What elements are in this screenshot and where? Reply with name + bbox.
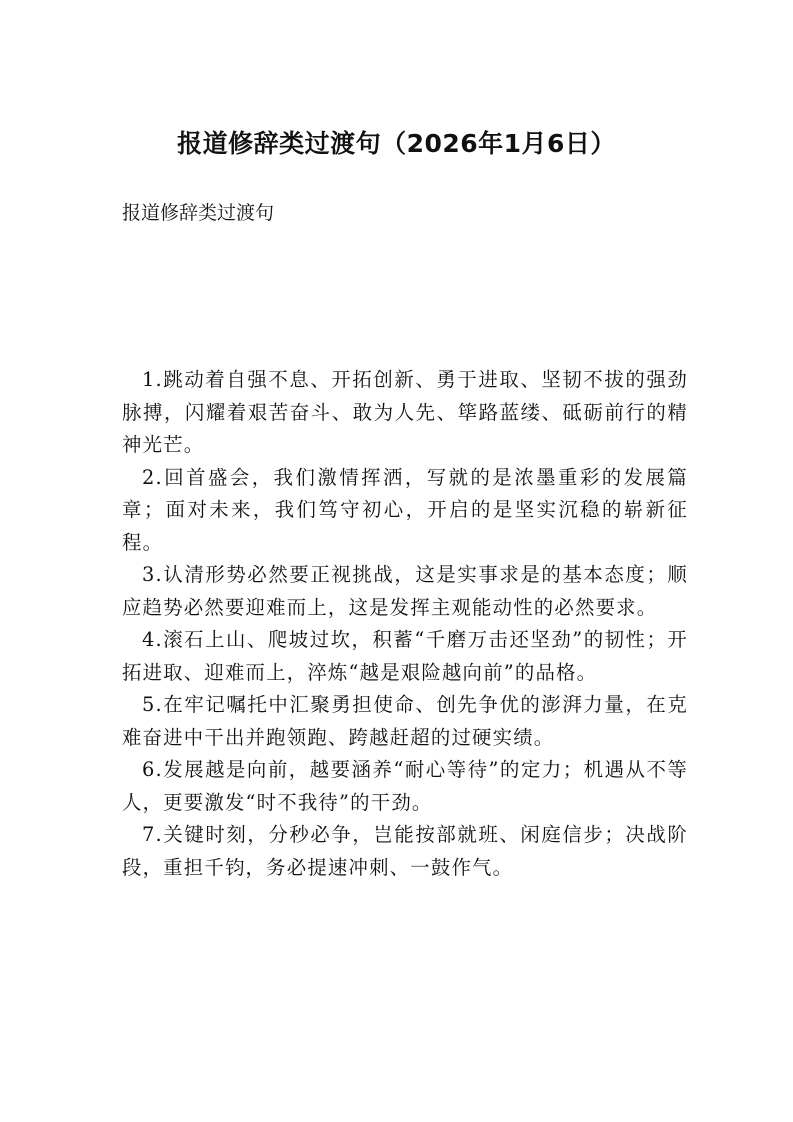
- paragraph-3: 3.认清形势必然要正视挑战，这是实事求是的基本态度；顺应趋势必然要迎难而上，这是发挥主观能动性的必然要求。: [122, 563, 688, 619]
- paragraph-2: 2.回首盛会，我们激情挥洒，写就的是浓墨重彩的发展篇章；面对未来，我们笃守初心，开启的是坚实沉稳的崭新征程。: [122, 465, 688, 554]
- document-subtitle: 报道修辞类过渡句: [122, 202, 275, 224]
- paragraph-6: 6.发展越是向前，越要涵养“耐心等待”的定力；机遇从不等人，更要激发“时不我待”的干劲。: [122, 758, 688, 814]
- paragraph-1: 1.跳动着自强不息、开拓创新、勇于进取、坚韧不拔的强劲脉搏，闪耀着艰苦奋斗、敢为人先、筚路蓝缕、砥砺前行的精神光芒。: [122, 368, 688, 456]
- paragraph-4: 4.滚石上山、爬坡过坎，积蓄“千磨万击还坚劲”的韧性；开拓进取、迎难而上，淬炼“越是艰险越向前”的品格。: [122, 628, 688, 684]
- paragraph-7: 7.关键时刻，分秒必争，岂能按部就班、闲庭信步；决战阶段，重担千钧，务必提速冲刺、一鼓作气。: [122, 823, 688, 879]
- document-body: [122, 364, 688, 884]
- paragraph-5: 5.在牢记嘱托中汇聚勇担使命、创先争优的澎湃力量，在克难奋进中干出并跑领跑、跨越赶超的过硬实绩。: [122, 693, 688, 749]
- document-title: 报道修辞类过渡句（2026年1月6日）: [177, 129, 616, 158]
